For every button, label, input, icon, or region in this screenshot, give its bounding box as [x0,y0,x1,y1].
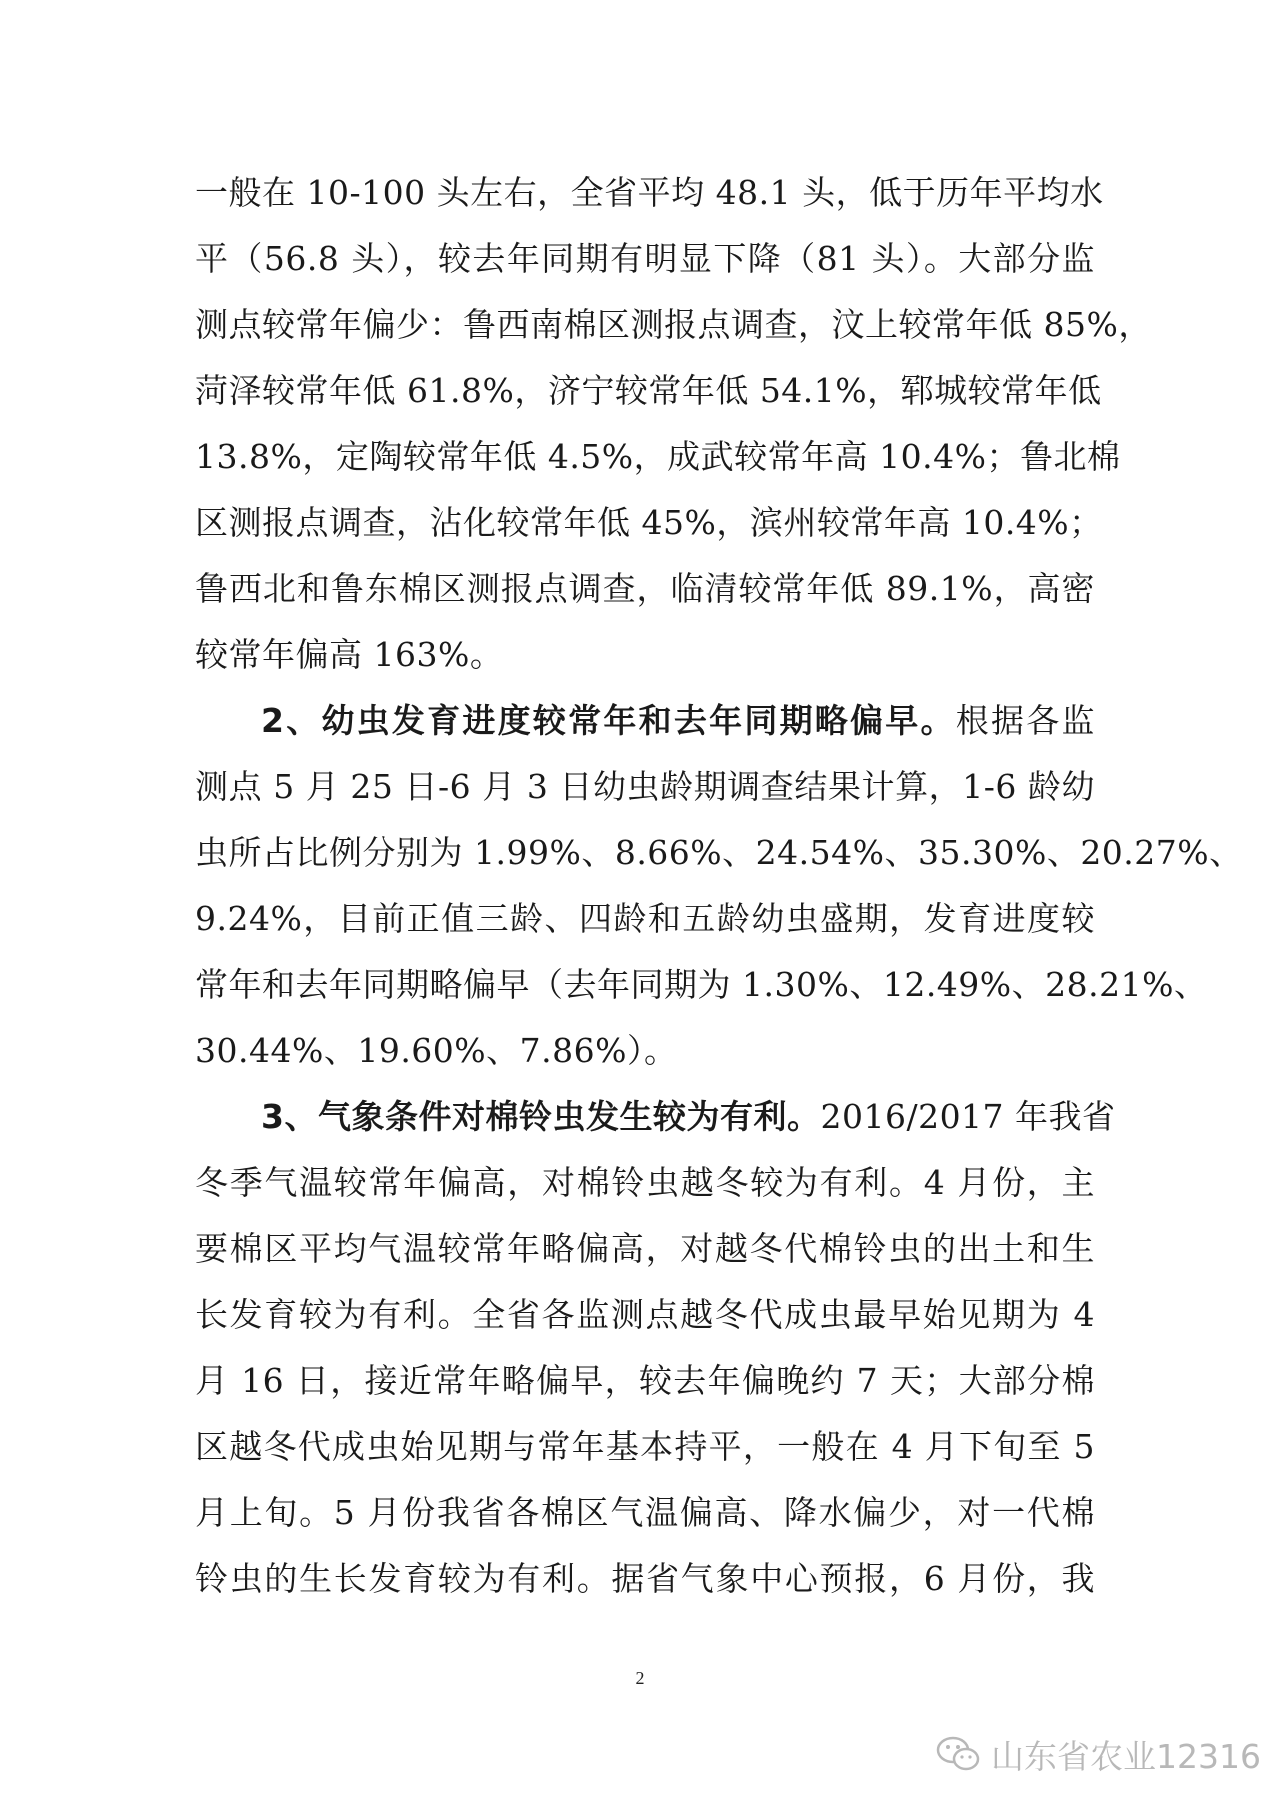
text-line: 冬季气温较常年偏高，对棉铃虫越冬较为有利。4 月份，主 [195,1163,1095,1202]
text-line: 常年和去年同期略偏早（去年同期为 1.30%、12.49%、28.21%、 [195,965,1208,1004]
text-line: 要棉区平均气温较常年略偏高，对越冬代棉铃虫的出土和生 [195,1229,1095,1268]
paragraph-1 [195,160,1152,688]
paragraph-heading: 3、气象条件对棉铃虫发生较为有利。 [261,1097,821,1136]
text-line: 测点较常年偏少：鲁西南棉区测报点调查，汶上较常年低 85%， [195,305,1152,344]
text-line: 铃虫的生长发育较为有利。据省气象中心预报，6 月份，我 [195,1559,1095,1598]
watermark-text: 山东省农业12316 [991,1736,1261,1776]
text-line: 30.44%、19.60%、7.86%）。 [195,1031,678,1070]
paragraph-2 [195,688,1243,1084]
text-line: 区测报点调查，沾化较常年低 45%，滨州较常年高 10.4%； [195,503,1103,542]
text-line: 长发育较为有利。全省各监测点越冬代成虫最早始见期为 4 [195,1295,1095,1334]
text-line: 9.24%，目前正值三龄、四龄和五龄幼虫盛期，发育进度较 [195,899,1095,938]
text-line: 月上旬。5 月份我省各棉区气温偏高、降水偏少，对一代棉 [195,1493,1095,1532]
paragraph-3 [195,1084,1116,1612]
text-line: 一般在 10-100 头左右，全省平均 48.1 头，低于历年平均水 [195,173,1104,212]
text-line: 鲁西北和鲁东棉区测报点调查，临清较常年低 89.1%，高密 [195,569,1095,608]
text-line: 月 16 日，接近常年略偏早，较去年偏晚约 7 天；大部分棉 [195,1361,1095,1400]
text-line: 虫所占比例分别为 1.99%、8.66%、24.54%、35.30%、20.27%、 [195,833,1243,872]
text-line: 13.8%，定陶较常年低 4.5%，成武较常年高 10.4%；鲁北棉 [195,437,1121,476]
page-number: 2 [635,1668,645,1688]
paragraph-first-line [195,1084,1116,1150]
wechat-icon [935,1735,983,1773]
text-line: 区越冬代成虫始见期与常年基本持平，一般在 4 月下旬至 5 [195,1427,1095,1466]
text-line: 较常年偏高 163%。 [195,635,504,674]
text-line: 平（56.8 头），较去年同期有明显下降（81 头）。大部分监 [195,239,1095,278]
paragraph-first-line [195,688,1095,754]
text-line: 测点 5 月 25 日-6 月 3 日幼虫龄期调查结果计算，1-6 龄幼 [195,767,1095,806]
watermark [935,1730,1261,1778]
paragraph-lead-text: 根据各监 [955,701,1096,740]
document-body [195,160,1243,1612]
paragraph-heading: 2、幼虫发育进度较常年和去年同期略偏早。 [261,701,956,740]
text-line: 菏泽较常年低 61.8%，济宁较常年低 54.1%，郓城较常年低 [195,371,1102,410]
paragraph-lead-text: 2016/2017 年我省 [820,1097,1116,1136]
